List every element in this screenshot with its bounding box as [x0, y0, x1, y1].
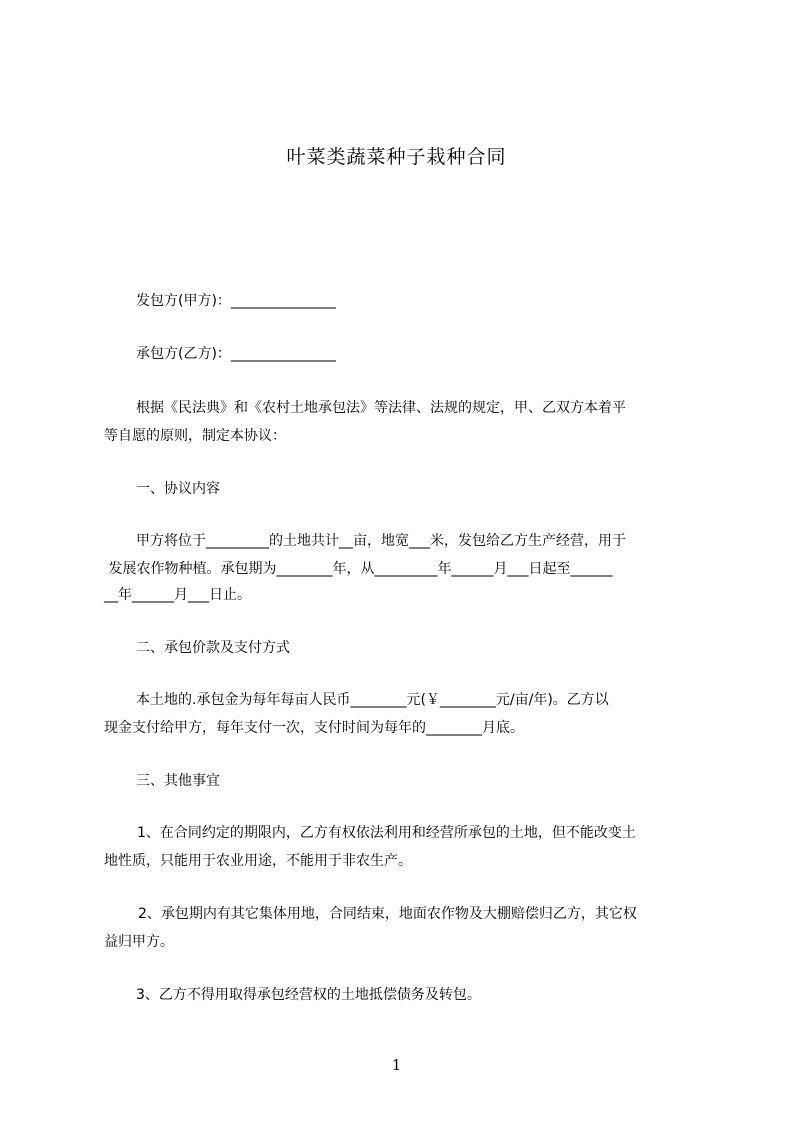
party-a-line: 发包方(甲方)：_______________ [136, 293, 336, 309]
document-title: 叶菜类蔬菜种子栽种合同 [286, 146, 507, 168]
clause-2-line-1: 2、承包期内有其它集体用地，合同结束，地面农作物及大棚赔偿归乙方，其它权 [138, 906, 637, 922]
clause-3-line: 3、乙方不得用取得承包经营权的土地抵偿债务及转包。 [136, 987, 481, 1003]
preamble-line-1: 根据《民法典》和《农村土地承包法》等法律、法规的规定，甲、乙双方本着平 [136, 400, 626, 416]
section-1-heading: 一、协议内容 [136, 481, 220, 497]
section-3-heading: 三、其他事宜 [136, 773, 220, 789]
section-1-line-1: 甲方将位于_________的土地共计__亩，地宽___米，发包给乙方生产经营，用于 [136, 533, 626, 549]
clause-1-line-1: 1、在合同约定的期限内，乙方有权依法利用和经营所承包的土地，但不能改变土 [137, 825, 636, 841]
section-1-line-3: __年______月___日止。 [104, 587, 251, 603]
section-2-heading: 二、承包价款及支付方式 [136, 640, 290, 656]
party-b-line: 承包方(乙方)：_______________ [136, 346, 336, 362]
section-2-line-1: 本土地的.承包金为每年每亩人民币________元(￥________元/亩/年)。乙方以 [136, 692, 609, 708]
section-1-line-2: 发展农作物种植。承包期为________年，从_________年______月___日起至______ [104, 561, 613, 577]
preamble-line-2: 等自愿的原则，制定本协议： [104, 428, 286, 444]
page-number: 1 [391, 1056, 402, 1074]
section-2-line-2: 现金支付给甲方，每年支付一次，支付时间为每年的________月底。 [104, 720, 524, 736]
clause-1-line-2: 地性质，只能用于农业用途，不能用于非农生产。 [104, 853, 412, 869]
clause-2-line-2: 益归甲方。 [104, 934, 174, 950]
